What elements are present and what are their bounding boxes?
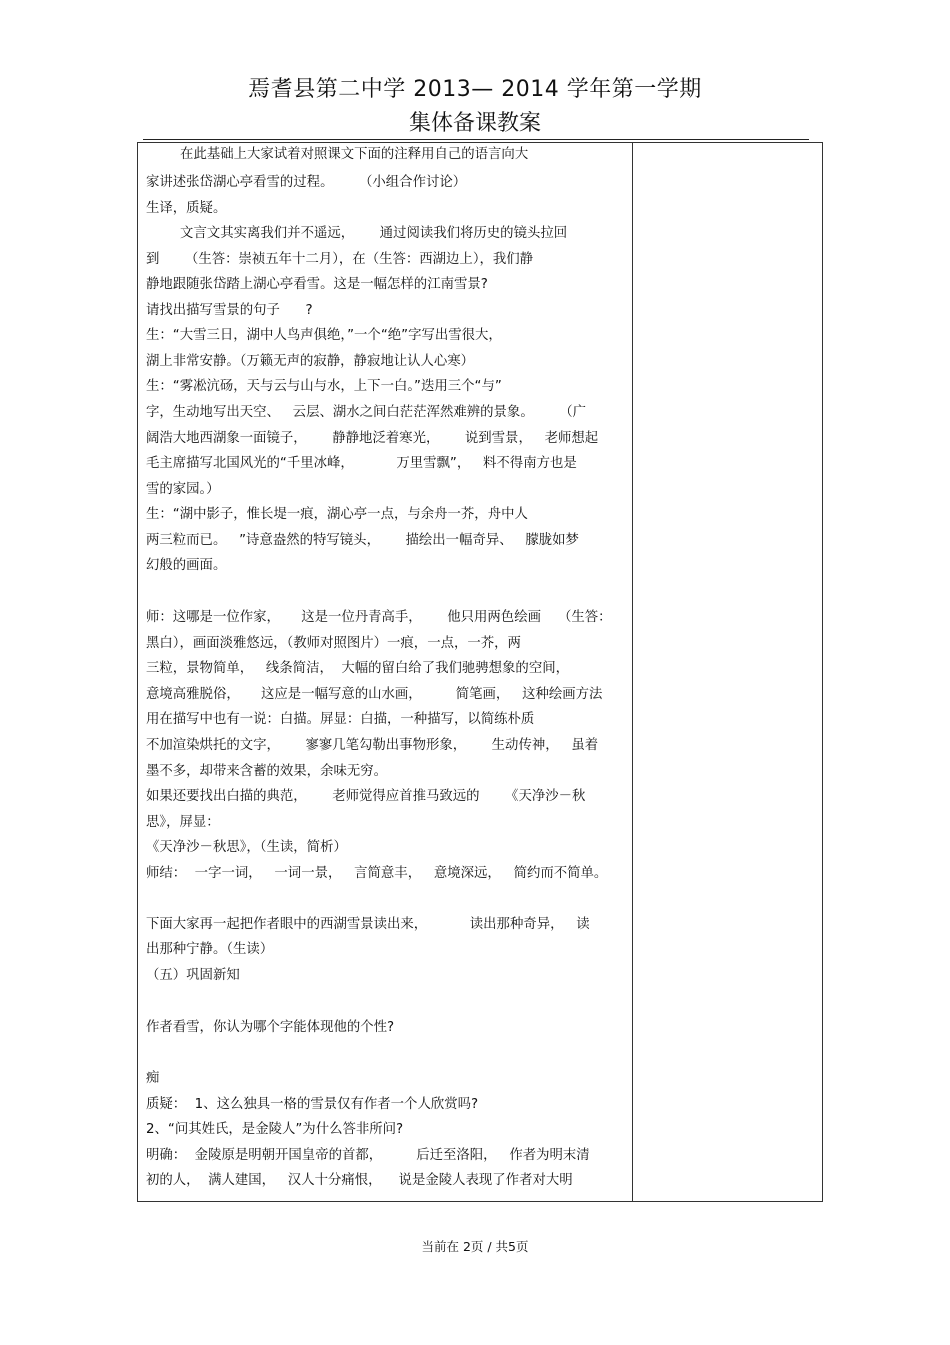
text-line: 2、“问其姓氏，是金陵人”为什么答非所问? — [146, 1122, 404, 1137]
text-line: 下面大家再一起把作者眼中的西湖雪景读出来， 读出那种奇异， 读 — [146, 917, 590, 932]
lesson-plan-table — [137, 142, 823, 1202]
text-line: 三粒，景物简单， 线条简洁， 大幅的留白给了我们驰骋想象的空间， — [146, 661, 569, 676]
text-line: 出那种宁静。（生读） — [146, 942, 274, 957]
page-indicator: 当前在 2页 / 共5页 — [421, 1239, 529, 1254]
text-line: 在此基础上大家试着对照课文下面的注释用自己的语言向大 — [146, 147, 529, 162]
text-line: （五）巩固新知 — [146, 968, 240, 983]
text-line: 生：“大雪三日，湖中人鸟声俱绝，”一个“绝”字写出雪很大， — [146, 328, 502, 343]
text-line: 痴 — [146, 1071, 160, 1086]
text-line: 毛主席描写北国风光的“千里冰峰， 万里雪飘”， 料不得南方也是 — [146, 456, 577, 471]
text-line: 意境高雅脱俗， 这应是一幅写意的山水画， 简笔画， 这种绘画方法 — [146, 687, 603, 702]
text-line: 作者看雪，你认为哪个字能体现他的个性? — [146, 1020, 395, 1035]
text-line: 文言文其实离我们并不遥远， 通过阅读我们将历史的镜头拉回 — [146, 226, 568, 241]
title-rule — [143, 139, 809, 140]
lesson-content-cell — [138, 143, 633, 1201]
text-line: 湖上非常安静。（万籁无声的寂静，静寂地让认人心寒） — [146, 354, 475, 369]
text-line: 思》，屏显： — [146, 815, 220, 830]
text-line: 明确： 金陵原是明朝开国皇帝的首都， 后迁至洛阳， 作者为明末清 — [146, 1148, 590, 1163]
text-line: 字，生动地写出天空、 云层、湖水之间白茫茫浑然难辨的景象。 （广 — [146, 405, 587, 420]
text-line: 生译，质疑。 — [146, 201, 227, 216]
text-line: 雪的家园。） — [146, 482, 220, 497]
text-line: 不加渲染烘托的文字， 寥寥几笔勾勒出事物形象， 生动传神， 虽着 — [146, 738, 599, 753]
document-subtitle: 集体备课教案 — [408, 111, 541, 136]
text-line: 质疑： 1、这么独具一格的雪景仅有作者一个人欣赏吗? — [146, 1097, 479, 1112]
text-line: 黑白），画面淡雅悠远，（教师对照图片）一痕，一点，一芥，两 — [146, 636, 521, 651]
text-line: 请找出描写雪景的句子 ? — [146, 303, 313, 318]
text-line: 生：“湖中影子，惟长堤一痕，湖心亭一点，与余舟一芥，舟中人 — [146, 507, 528, 522]
text-line: 墨不多，却带来含蓄的效果，余味无穷。 — [146, 764, 388, 779]
document-title: 焉耆县第二中学 2013— 2014 学年第一学期 — [248, 77, 702, 102]
text-line: 用在描写中也有一说：白描。屏显：白描，一种描写，以简练朴质 — [146, 712, 535, 727]
text-line: 到 （生答：崇祯五年十二月），在（生答：西湖边上），我们静 — [146, 252, 534, 267]
text-line: 《天净沙－秋思》，（生读，简析） — [146, 840, 347, 855]
text-line: 如果还要找出白描的典范， 老师觉得应首推马致远的 《天净沙－秋 — [146, 789, 586, 804]
text-line: 生：“雾凇沆砀，天与云与山与水，上下一白。”迭用三个“与” — [146, 379, 502, 394]
text-line: 师：这哪是一位作家， 这是一位丹青高手， 他只用两色绘画 （生答： — [146, 610, 612, 625]
text-line: 家讲述张岱湖心亭看雪的过程。 （小组合作讨论） — [146, 175, 467, 190]
text-line: 幻般的画面。 — [146, 558, 227, 573]
text-line: 阔浩大地西湖象一面镜子， 静静地泛着寒光， 说到雪景， 老师想起 — [146, 431, 599, 446]
text-line: 师结： 一字一词， 一词一景， 言简意丰， 意境深远， 简约而不简单。 — [146, 866, 608, 881]
text-line: 静地跟随张岱踏上湖心亭看雪。这是一幅怎样的江南雪景? — [146, 277, 488, 292]
text-line: 初的人， 满人建国， 汉人十分痛恨， 说是金陵人表现了作者对大明 — [146, 1173, 573, 1188]
text-line: 两三粒而已。 ”诗意盎然的特写镜头， 描绘出一幅奇异、 朦胧如梦 — [146, 533, 579, 548]
